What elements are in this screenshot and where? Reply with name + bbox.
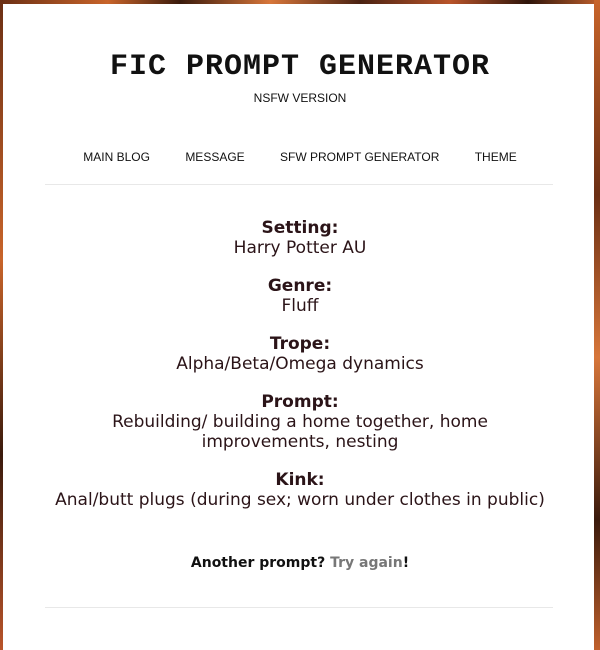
nav-divider	[45, 184, 553, 185]
setting-block	[20, 218, 580, 258]
kink-block	[20, 470, 580, 510]
kink-label: Kink:	[275, 470, 325, 490]
nav-message[interactable]: MESSAGE	[185, 150, 245, 164]
prompt-content	[0, 218, 600, 528]
page-subtitle: NSFW VERSION	[253, 91, 347, 105]
genre-label: Genre:	[267, 276, 333, 296]
setting-label: Setting:	[261, 218, 339, 238]
footer-divider	[45, 607, 553, 608]
nav-theme[interactable]: THEME	[474, 150, 517, 164]
prompt-value: Rebuilding/ building a home together, home improvements, nesting	[112, 412, 488, 452]
exclaim-mark: !	[402, 555, 410, 571]
nav-main-blog[interactable]: MAIN BLOG	[83, 150, 150, 164]
another-prompt-line	[0, 555, 600, 571]
genre-value: Fluff	[281, 296, 319, 316]
nav-sfw-prompt-generator[interactable]: SFW PROMPT GENERATOR	[280, 150, 440, 164]
trope-label: Trope:	[269, 334, 331, 354]
genre-block	[20, 276, 580, 316]
try-again-link[interactable]: Try again	[330, 555, 403, 571]
trope-block	[20, 334, 580, 374]
prompt-label: Prompt:	[261, 392, 339, 412]
another-prompt-text: Another prompt?	[190, 555, 326, 571]
trope-value: Alpha/Beta/Omega dynamics	[176, 354, 424, 374]
page-title: FIC PROMPT GENERATOR	[109, 50, 491, 84]
top-nav	[0, 150, 600, 164]
setting-value: Harry Potter AU	[233, 238, 367, 258]
prompt-block	[100, 392, 500, 452]
kink-value: Anal/butt plugs (during sex; worn under clothes in public)	[55, 490, 545, 510]
